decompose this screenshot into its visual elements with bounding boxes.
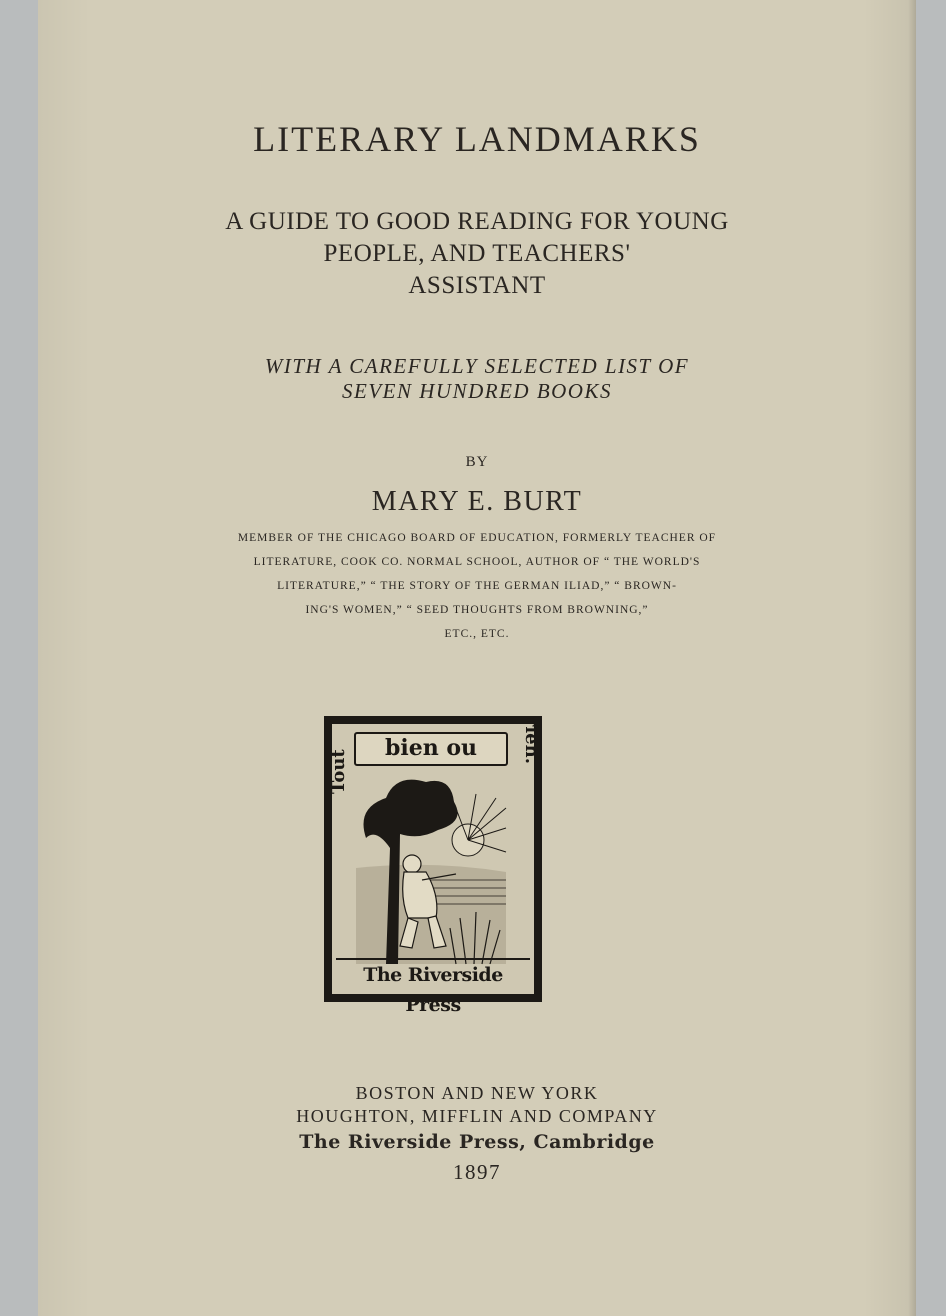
- riverside-press-emblem: [324, 716, 542, 1016]
- emblem-scene-illustration: [356, 768, 506, 964]
- subtitle-line-1: A GUIDE TO GOOD READING FOR YOUNG: [225, 208, 729, 235]
- emblem-motto-top: bien ou: [354, 732, 508, 766]
- emblem-frame: [328, 716, 542, 1016]
- imprint-cities: BOSTON AND NEW YORK: [355, 1083, 599, 1103]
- author-name: MARY E. BURT: [371, 486, 583, 517]
- italic-note-line-1: WITH A CAREFULLY SELECTED LIST OF: [264, 354, 690, 378]
- emblem-motto-right: rien.: [521, 716, 542, 764]
- italic-note-line-2: SEVEN HUNDRED BOOKS: [342, 379, 612, 403]
- author-description-line-3: LITERATURE,” “ THE STORY OF THE GERMAN ILIAD,” “ BROWN-: [277, 580, 677, 592]
- imprint-year: 1897: [453, 1160, 501, 1184]
- subtitle-line-3: ASSISTANT: [408, 272, 546, 299]
- author-description-line-4: ING'S WOMEN,” “ SEED THOUGHTS FROM BROWNING,”: [305, 604, 649, 616]
- author-description-line-2: LITERATURE, COOK CO. NORMAL SCHOOL, AUTHOR OF “ THE WORLD'S: [253, 556, 701, 568]
- author-description-line-5: ETC., ETC.: [444, 628, 510, 640]
- book-title: LITERARY LANDMARKS: [253, 119, 701, 159]
- imprint-press: The Riverside Press, Cambridge: [299, 1131, 655, 1153]
- author-description-line-1: MEMBER OF THE CHICAGO BOARD OF EDUCATION, FORMERLY TEACHER OF: [237, 532, 717, 544]
- imprint-publisher: HOUGHTON, MIFFLIN AND COMPANY: [296, 1106, 658, 1126]
- emblem-motto-left: Tout: [328, 749, 349, 794]
- subtitle-line-2: PEOPLE, AND TEACHERS': [323, 240, 631, 267]
- emblem-motto-bottom: The Riverside Press: [336, 958, 530, 988]
- title-page: [38, 0, 916, 1316]
- by-label: BY: [465, 454, 489, 470]
